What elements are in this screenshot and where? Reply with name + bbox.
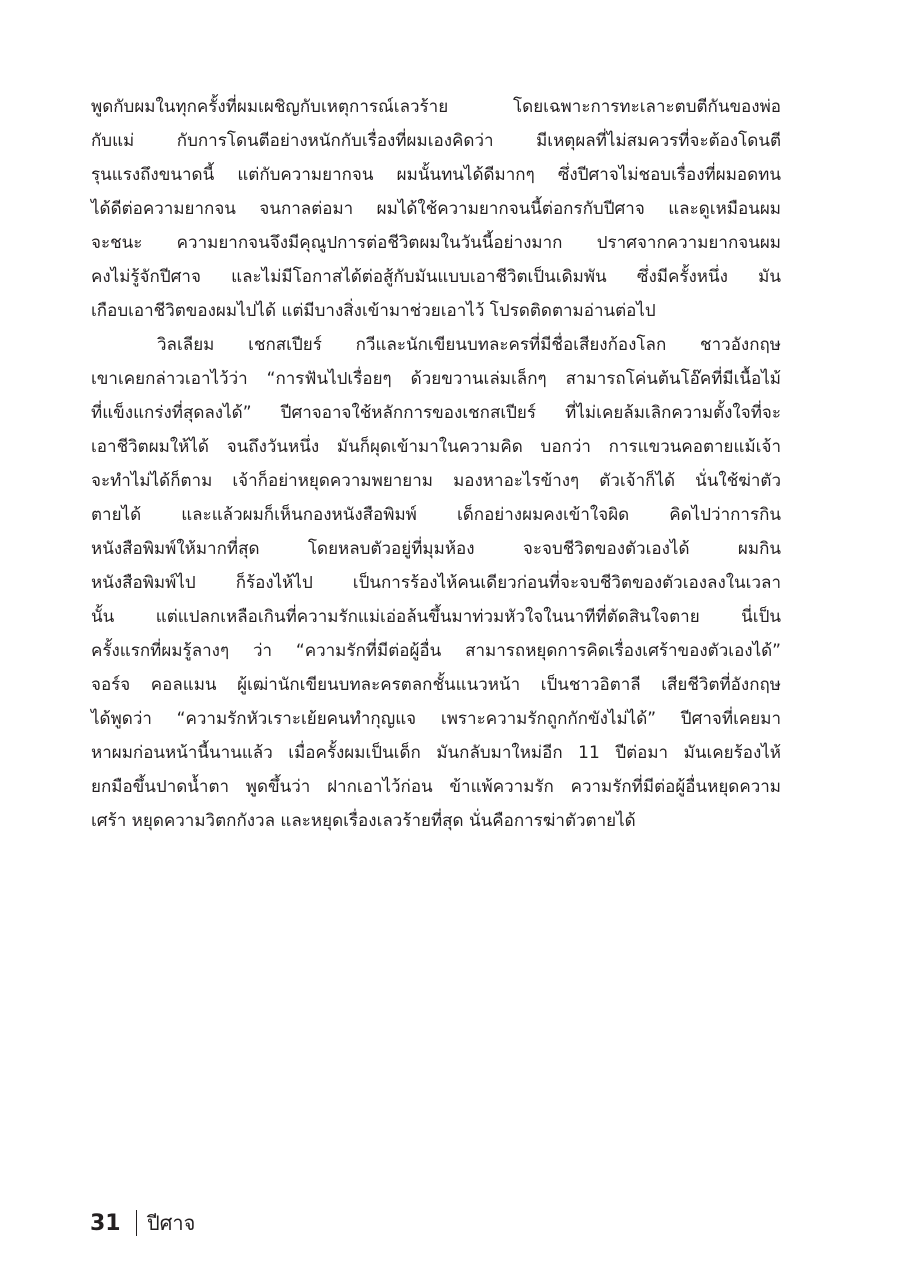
text-line: นั้น แต่แปลกเหลือเกินที่ความรักแม่เอ่อล้นขึ้นมาท่วมหัวใจในนาทีที่ตัดสินใจตาย นี่เป็น	[91, 607, 781, 627]
text-line: หนังสือพิมพ์ไป ก็ร้องไห้ไป เป็นการร้องไห้คนเดียวก่อนที่จะจบชีวิตของตัวเองลงในเวลา	[91, 573, 781, 593]
text-line: คงไม่รู้จักปีศาจ และไม่มีโอกาสได้ต่อสู้กับมันแบบเอาชีวิตเป็นเดิมพัน ซึ่งมีครั้งหนึ่ง มัน	[91, 267, 781, 287]
text-line: รุนแรงถึงขนาดนี้ แต่กับความยากจน ผมนั้นทนได้ดีมากๆ ซึ่งปีศาจไม่ชอบเรื่องที่ผมอดทน	[91, 165, 781, 185]
text-line: ได้พูดว่า “ความรักหัวเราะเย้ยคนทำกุญแจ เพราะความรักถูกกักขังไม่ได้” ปีศาจที่เคยมา	[91, 709, 781, 729]
paragraph-1	[91, 90, 781, 328]
text-line: ยกมือขึ้นปาดน้ำตา พูดขึ้นว่า ฝากเอาไว้ก่อน ข้าแพ้ความรัก ความรักที่มีต่อผู้อื่นหยุดความ	[91, 777, 781, 797]
text-line: กับแม่ กับการโดนตีอย่างหนักกับเรื่องที่ผมเองคิดว่า มีเหตุผลที่ไม่สมควรที่จะต้องโดนตี	[91, 131, 781, 151]
text-line: จะทำไม่ได้ก็ตาม เจ้าก็อย่าหยุดความพยายาม มองหาอะไรข้างๆ ตัวเจ้าก็ได้ นั่นใช้ฆ่าตัว	[91, 471, 781, 491]
text-line: เอาชีวิตผมให้ได้ จนถึงวันหนึ่ง มันก็ผุดเข้ามาในความคิด บอกว่า การแขวนคอตายแม้เจ้า	[91, 437, 781, 457]
text-line: จอร์จ คอลแมน ผู้เฒ่านักเขียนบทละครตลกชั้นแนวหน้า เป็นชาวอิตาลี เสียชีวิตที่อังกฤษ	[91, 675, 781, 695]
text-line: ได้ดีต่อความยากจน จนกาลต่อมา ผมได้ใช้ความยากจนนี้ต่อกรกับปีศาจ และดูเหมือนผม	[91, 199, 781, 219]
text-line: วิลเลียม เชกสเปียร์ กวีและนักเขียนบทละครที่มีชื่อเสียงก้องโลก ชาวอังกฤษ	[157, 335, 781, 355]
text-line: ที่แข็งแกร่งที่สุดลงได้” ปีศาจอาจใช้หลักการของเชกสเปียร์ ที่ไม่เคยล้มเลิกความตั้งใจที่จะ	[91, 403, 781, 423]
text-line: เศร้า หยุดความวิตกกังวล และหยุดเรื่องเลวร้ายที่สุด นั่นคือการฆ่าตัวตายได้	[91, 811, 636, 831]
footer-divider	[136, 1210, 137, 1236]
text-line: ตายได้ และแล้วผมก็เห็นกองหนังสือพิมพ์ เด็กอย่างผมคงเข้าใจผิด คิดไปว่าการกิน	[91, 505, 781, 525]
text-line: หนังสือพิมพ์ให้มากที่สุด โดยหลบตัวอยู่ที่มุมห้อง จะจบชีวิตของตัวเองได้ ผมกิน	[91, 539, 781, 559]
text-line: เกือบเอาชีวิตของผมไปได้ แต่มีบางสิ่งเข้ามาช่วยเอาไว้ โปรดติดตามอ่านต่อไป	[91, 301, 656, 321]
text-line: เขาเคยกล่าวเอาไว้ว่า “การฟันไปเรื่อยๆ ด้วยขวานเล่มเล็กๆ สามารถโค่นต้นโอ๊คที่มีเนื้อไม้	[91, 369, 781, 389]
running-title: ปีศาจ	[147, 1211, 196, 1235]
page-number: 31	[90, 1210, 121, 1236]
text-line: หาผมก่อนหน้านี้นานแล้ว เมื่อครั้งผมเป็นเด็ก มันกลับมาใหม่อีก 11 ปีต่อมา มันเคยร้องไห้	[91, 743, 781, 763]
body-text	[91, 90, 781, 838]
page-footer	[90, 1203, 195, 1243]
text-line: ครั้งแรกที่ผมรู้ลางๆ ว่า “ความรักที่มีต่อผู้อื่น สามารถหยุดการคิดเรื่องเศร้าของตัวเองได้”	[91, 641, 781, 661]
text-line: พูดกับผมในทุกครั้งที่ผมเผชิญกับเหตุการณ์เลวร้าย โดยเฉพาะการทะเลาะตบตีกันของพ่อ	[91, 97, 781, 117]
text-line: จะชนะ ความยากจนจึงมีคุณูปการต่อชีวิตผมในวันนี้อย่างมาก ปราศจากความยากจนผม	[91, 233, 781, 253]
paragraph-2	[91, 328, 781, 838]
